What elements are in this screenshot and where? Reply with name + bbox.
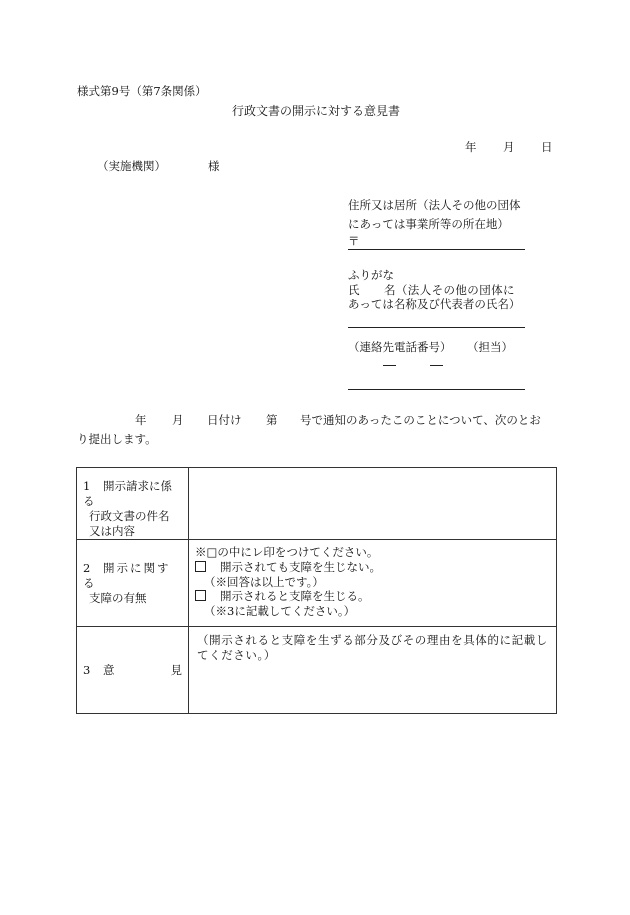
body-month: 月: [172, 413, 184, 427]
name-label-line1: 氏: [348, 283, 360, 297]
contact-underline[interactable]: [348, 389, 525, 390]
name-label-line3: あっては名称及び代表者の氏名）: [348, 297, 521, 311]
row2-label-line1: 開示に関する: [83, 560, 171, 590]
row3-number: 3: [83, 662, 91, 677]
opinion-table: [76, 467, 557, 714]
contact-label: （連絡先電話番号）: [348, 340, 452, 354]
address-label-line1: 住所又は居所（法人その他の団体: [348, 198, 521, 212]
table-row: [77, 627, 557, 714]
body-date-suffix: 日付け: [207, 413, 242, 427]
addressee-org: （実施機関）: [97, 159, 166, 173]
row3-label-a: 意: [103, 662, 115, 677]
body-ordinal-prefix: 第: [266, 413, 278, 427]
table-row: [77, 468, 557, 540]
row3-label: [83, 663, 182, 678]
row3-label-b: 見: [170, 662, 182, 677]
row1-label-line2-text: 行政文書の件名: [89, 509, 170, 523]
row3-value-cell[interactable]: [189, 627, 557, 714]
checkbox-icon[interactable]: [195, 590, 206, 601]
date-month: 月: [503, 140, 515, 154]
phone-separator: [383, 365, 396, 366]
row1-label-line1: 開示請求に係る: [83, 479, 172, 508]
row1-number: 1: [83, 479, 91, 493]
row3-label-cell: [77, 627, 189, 714]
date-day: 日: [541, 140, 553, 154]
option-no-impact[interactable]: [195, 560, 550, 575]
body-year: 年: [135, 413, 147, 427]
address-underline[interactable]: [348, 249, 525, 250]
contact-person-label: （担当）: [467, 340, 513, 354]
row3-instruction: （開示されると支障を生ずる部分及びその理由を具体的に記載してください。）: [197, 633, 548, 662]
name-label-line2: 名（法人その他の団体に: [384, 283, 515, 297]
option-impact[interactable]: [195, 589, 550, 604]
body-line2: り提出します。: [77, 432, 157, 446]
form-number: 様式第9号（第7条関係）: [77, 84, 207, 98]
option-no-impact-label: 開示されても支障を生じない。: [220, 559, 381, 574]
option-impact-label: 開示されると支障を生じる。: [220, 589, 370, 604]
row2-label-line2: 支障の有無: [89, 590, 147, 605]
row1-label-cell: [77, 468, 189, 540]
body-line1-rest: 号で通知のあったこのことについて、次のとお: [300, 413, 541, 427]
row1-label-line3: 又は内容: [89, 524, 135, 538]
row1-label-line2: [83, 509, 182, 524]
table-row: [77, 540, 557, 627]
date-year: 年: [465, 140, 477, 154]
name-underline[interactable]: [348, 327, 525, 328]
option-no-impact-note: （※回答は以上です。）: [204, 574, 324, 589]
document-title: 行政文書の開示に対する意見書: [232, 104, 401, 118]
row2-label-cell: [77, 540, 189, 627]
phone-separator: [430, 365, 443, 366]
row2-instruction: ※□の中にレ印をつけてください。: [195, 545, 379, 559]
addressee-honorific: 様: [208, 159, 220, 173]
furigana-label: ふりがな: [348, 268, 394, 282]
option-impact-note: （※3に記載してください。）: [204, 604, 356, 619]
row2-number: 2: [83, 560, 91, 575]
row2-value-cell: [189, 540, 557, 627]
checkbox-icon[interactable]: [195, 561, 206, 572]
postal-mark: 〒: [348, 234, 360, 248]
address-label-line2: にあっては事業所等の所在地）: [348, 217, 509, 231]
row1-value-cell[interactable]: [189, 468, 557, 540]
